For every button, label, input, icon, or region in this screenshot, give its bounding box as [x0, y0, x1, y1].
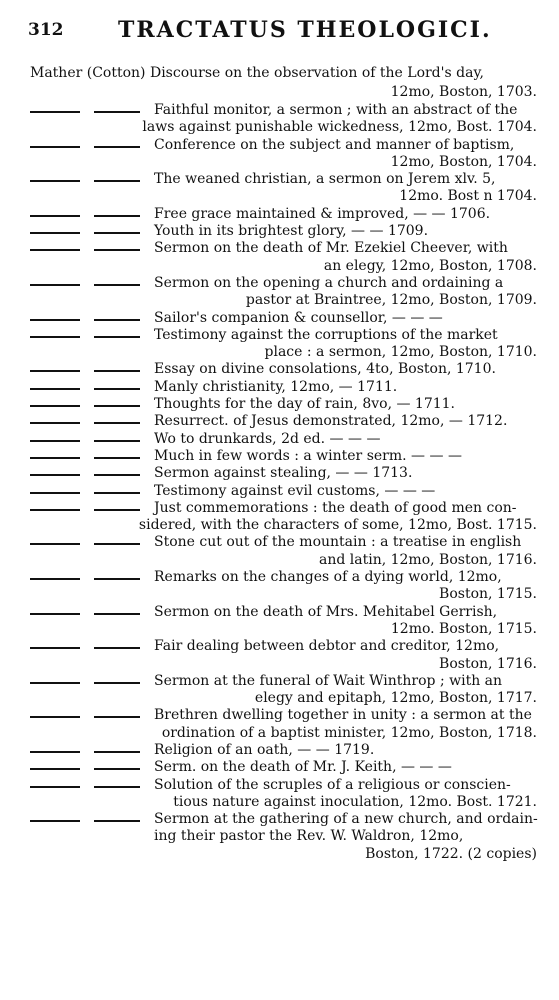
entry-line: and latin, 12mo, Boston, 1716. [319, 551, 537, 568]
catalogue-entry [30, 604, 537, 639]
ditto-dash [30, 180, 80, 182]
catalogue-entries [30, 102, 537, 863]
entry-line: Faithful monitor, a sermon ; with an abstract of the [154, 102, 518, 118]
catalogue-entry [30, 171, 537, 206]
catalogue-entry [30, 534, 537, 569]
catalogue-entry [30, 310, 537, 327]
catalogue-entry [30, 137, 537, 172]
ditto-dash [30, 284, 80, 286]
ditto-dash [30, 336, 80, 338]
ditto-dash [94, 180, 140, 182]
entry-line: pastor at Braintree, 12mo, Boston, 1709. [245, 292, 537, 309]
ditto-dash [94, 492, 140, 494]
ditto-dash [30, 249, 80, 251]
ditto-dash [30, 388, 80, 390]
ditto-dash [94, 647, 140, 649]
entry-line: The weaned christian, a sermon on Jerem xlv. 5, [154, 171, 496, 188]
catalogue-entry [30, 396, 537, 413]
catalogue-entry [30, 379, 537, 396]
catalogue-entry [30, 707, 537, 742]
entry-line: Fair dealing between debtor and creditor, 12mo, [154, 638, 500, 655]
entry-line: Stone cut out of the mountain : a treatise in english [154, 534, 522, 551]
catalogue-entry [30, 413, 537, 430]
ditto-dash [30, 215, 80, 217]
ditto-dash [30, 440, 80, 442]
ditto-dash [94, 215, 140, 217]
entry-line: sidered, with the characters of some, 12mo, Bost. 1715. [138, 517, 537, 534]
entry-line: Serm. on the death of Mr. J. Keith, — — — [154, 759, 452, 776]
entry-line: elegy and epitaph, 12mo, Boston, 1717. [254, 690, 537, 707]
entry-line: Resurrect. of Jesus demonstrated, 12mo, — 1712. [154, 413, 508, 430]
entry-line: 12mo. Boston, 1715. [390, 620, 537, 637]
entry-line: Conference on the subject and manner of baptism, [154, 136, 515, 153]
catalogue-entry [30, 327, 537, 362]
running-title: TRACTATUS THEOLOGICI. [118, 17, 492, 43]
catalogue-entry [30, 102, 537, 137]
intro-line-2: 12mo, Boston, 1703. [390, 84, 537, 100]
ditto-dash [30, 492, 80, 494]
ditto-dash [94, 543, 140, 545]
ditto-dash [30, 768, 80, 770]
entry-line: Sermon at the gathering of a new church, and ordain- [154, 811, 538, 828]
catalogue-entry [30, 465, 537, 482]
entry-line: Sermon on the death of Mrs. Mehitabel Gerrish, [154, 603, 498, 620]
page-number: 312 [28, 20, 64, 40]
ditto-dash [94, 319, 140, 321]
ditto-dash [94, 284, 140, 286]
catalogue-entry [30, 223, 537, 240]
ditto-dash [94, 440, 140, 442]
ditto-dash [94, 457, 140, 459]
intro-line-1: Mather (Cotton) Discourse on the observation of the Lord's day, [30, 65, 484, 81]
ditto-dash [30, 474, 80, 476]
ditto-dash [30, 578, 80, 580]
entry-line: Sermon against stealing, — — 1713. [154, 465, 413, 482]
entry-line: Boston, 1722. (2 copies) [365, 845, 537, 862]
entry-line: Testimony against evil customs, — — — [154, 482, 436, 499]
entry-line: Boston, 1715. [439, 586, 537, 603]
ditto-dash [94, 422, 140, 424]
catalogue-entry [30, 569, 537, 604]
entry-line: Just commemorations : the death of good men con- [154, 499, 517, 516]
ditto-dash [30, 509, 80, 511]
catalogue-entry [30, 361, 537, 378]
entry-line: Religion of an oath, — — 1719. [154, 741, 375, 758]
entry-line: Solution of the scruples of a religious or conscien- [154, 776, 511, 793]
entry-line: Free grace maintained & improved, — — 1706. [154, 205, 491, 222]
ditto-dash [94, 249, 140, 251]
entry-line: Brethren dwelling together in unity : a sermon at the [154, 707, 532, 724]
ditto-dash [94, 388, 140, 390]
entry-line: Remarks on the changes of a dying world, 12mo, [154, 569, 502, 586]
entry-line: Essay on divine consolations, 4to, Boston, 1710. [154, 361, 496, 378]
ditto-dash [94, 751, 140, 753]
entry-line: Sailor's companion & counsellor, — — — [154, 309, 443, 326]
ditto-dash [94, 370, 140, 372]
entry-line: Sermon at the funeral of Wait Winthrop ; with an [154, 672, 503, 689]
entry-line: Thoughts for the day of rain, 8vo, — 1711. [154, 396, 456, 413]
ditto-dash [30, 232, 80, 234]
entry-line: ing their pastor the Rev. W. Waldron, 12mo, [154, 828, 464, 845]
ditto-dash [30, 422, 80, 424]
entry-line: Wo to drunkards, 2d ed. — — — [154, 430, 381, 447]
ditto-dash [30, 751, 80, 753]
catalogue-entry [30, 742, 537, 759]
ditto-dash [94, 613, 140, 615]
catalogue-entry [30, 500, 537, 535]
ditto-dash [30, 457, 80, 459]
entry-line: Youth in its brightest glory, — — 1709. [154, 223, 429, 240]
ditto-dash [30, 370, 80, 372]
entry-line: place : a sermon, 12mo, Boston, 1710. [264, 344, 537, 361]
ditto-dash [94, 509, 140, 511]
ditto-dash [94, 232, 140, 234]
ditto-dash [30, 647, 80, 649]
ditto-dash [30, 543, 80, 545]
ditto-dash [30, 682, 80, 684]
catalogue-entry [30, 483, 537, 500]
ditto-dash [94, 820, 140, 822]
ditto-dash [94, 682, 140, 684]
ditto-dash [30, 820, 80, 822]
ditto-dash [94, 716, 140, 718]
entry-line: Boston, 1716. [439, 655, 537, 672]
catalogue-entry [30, 811, 537, 863]
entry-line: Sermon on the death of Mr. Ezekiel Cheever, with [154, 240, 508, 257]
ditto-dash [30, 319, 80, 321]
entry-line: ordination of a baptist minister, 12mo, Boston, 1718. [161, 724, 537, 741]
entry-line: an elegy, 12mo, Boston, 1708. [323, 257, 537, 274]
ditto-dash [94, 111, 140, 113]
ditto-dash [94, 336, 140, 338]
ditto-dash [30, 716, 80, 718]
ditto-dash [94, 405, 140, 407]
entry-line: Much in few words : a winter serm. — — — [154, 447, 462, 464]
catalogue-entry [30, 240, 537, 275]
ditto-dash [94, 786, 140, 788]
entry-line: Manly christianity, 12mo, — 1711. [154, 378, 398, 395]
entry-line: Sermon on the opening a church and ordaining a [154, 274, 504, 291]
entry-line: 12mo, Boston, 1704. [390, 153, 537, 170]
catalogue-entry [30, 673, 537, 708]
catalogue-entry [30, 638, 537, 673]
catalogue-entry [30, 759, 537, 776]
ditto-dash [94, 146, 140, 148]
ditto-dash [30, 146, 80, 148]
catalogue-entry [30, 431, 537, 448]
entry-line: laws against punishable wickedness, 12mo, Bost. 1704. [142, 119, 537, 136]
catalogue-entry [30, 777, 537, 812]
ditto-dash [94, 474, 140, 476]
ditto-dash [30, 613, 80, 615]
catalogue-entry [30, 448, 537, 465]
ditto-dash [30, 786, 80, 788]
entry-line: tious nature against inoculation, 12mo. Bost. 1721. [173, 793, 537, 810]
page-header [18, 17, 541, 50]
catalogue-entry [30, 275, 537, 310]
ditto-dash [94, 578, 140, 580]
author-entry-heading [30, 64, 537, 102]
catalogue-entry [30, 206, 537, 223]
entry-line: Testimony against the corruptions of the market [154, 326, 498, 343]
entry-line: 12mo. Bost n 1704. [399, 188, 537, 205]
ditto-dash [30, 111, 80, 113]
ditto-dash [94, 768, 140, 770]
ditto-dash [30, 405, 80, 407]
